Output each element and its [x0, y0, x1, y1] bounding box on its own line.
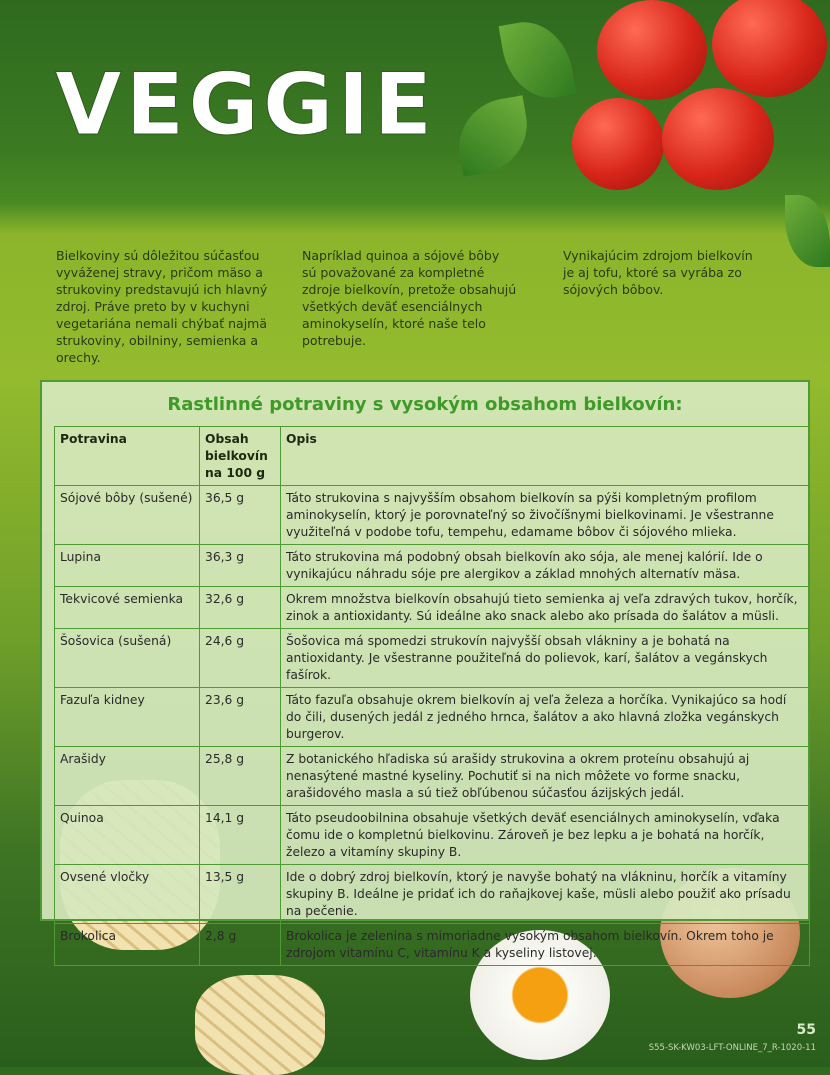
protein-table-panel	[40, 380, 810, 960]
table-row	[55, 806, 810, 865]
header-protein: Obsah bielkovín na 100 g	[200, 427, 281, 486]
description-cell: Táto fazuľa obsahuje okrem bielkovín aj veľa železa a horčíka. Vynikajúco sa hodí do čili, dusených jedál z jedného hrnca, šalátov a ako hlavná zložka vegánskych burgerov.	[281, 688, 810, 747]
protein-cell: 36,5 g	[200, 486, 281, 545]
table-row	[55, 486, 810, 545]
table-row	[55, 747, 810, 806]
description-cell: Táto strukovina má podobný obsah bielkovín ako sója, ale menej kalórií. Ide o vynikajúcu náhradu sóje pre alergikov a základ mnohých alternatív mäsa.	[281, 545, 810, 587]
tomato-image	[572, 98, 664, 190]
table-row	[55, 924, 810, 966]
basil-leaf-image	[451, 95, 534, 176]
description-cell: Brokolica je zelenina s mimoriadne vysokým obsahom bielkovín. Okrem toho je zdrojom vitamínu C, vitamínu K a kyseliny listovej.	[281, 924, 810, 966]
food-cell: Lupina	[55, 545, 200, 587]
intro-paragraph-1: Bielkoviny sú dôležitou súčasťou vyváženej stravy, pričom mäso a strukoviny predstavujú ich hlavný zdroj. Práve preto by v kuchyni vegetariána nemali chýbať najmä strukoviny, obilniny, semienka a orechy.	[56, 248, 268, 365]
intro-paragraph-2: Napríklad quinoa a sójové bôby sú považované za kompletné zdroje bielkovín, pretože obsahujú všetkých deväť esenciálnych aminokyselín, ktoré naše telo potrebuje.	[302, 248, 517, 348]
intro-paragraph-3: Vynikajúcim zdrojom bielkovín je aj tofu, ktoré sa vyrába zo sójových bôbov.	[563, 248, 753, 297]
page-number: 55	[796, 1022, 816, 1038]
table-row	[55, 629, 810, 688]
header-description: Opis	[281, 427, 810, 486]
description-cell: Ide o dobrý zdroj bielkovín, ktorý je navyše bohatý na vlákninu, horčík a vitamíny skupiny B. Ideálne je pridať ich do raňajkovej kaše, müsli alebo použiť ako prísadu na pečenie.	[281, 865, 810, 924]
description-cell: Táto pseudoobilnina obsahuje všetkých deväť esenciálnych aminokyselín, vďaka čomu ide o kompletnú bielkovinu. Zároveň je bez lepku a je bohatá na horčík, železo a vitamíny skupiny B.	[281, 806, 810, 865]
tomato-image	[597, 0, 707, 100]
basil-leaf-image	[785, 195, 830, 267]
header-food: Potravina	[55, 427, 200, 486]
pasta-nest-image	[195, 975, 325, 1075]
food-cell: Sójové bôby (sušené)	[55, 486, 200, 545]
page-title: VEGGIE	[55, 55, 437, 155]
table-row	[55, 587, 810, 629]
food-cell: Arašidy	[55, 747, 200, 806]
protein-table	[54, 426, 810, 966]
food-cell: Fazuľa kidney	[55, 688, 200, 747]
protein-cell: 25,8 g	[200, 747, 281, 806]
table-row	[55, 545, 810, 587]
table-row	[55, 865, 810, 924]
description-cell: Šošovica má spomedzi strukovín najvyšší obsah vlákniny a je bohatá na antioxidanty. Je všestranne použiteľná do polievok, karí, šalátov a vegánskych fašírok.	[281, 629, 810, 688]
protein-cell: 14,1 g	[200, 806, 281, 865]
protein-cell: 2,8 g	[200, 924, 281, 966]
protein-cell: 23,6 g	[200, 688, 281, 747]
description-cell: Z botanického hľadiska sú arašidy strukovina a okrem proteínu obsahujú aj nenasýtené mastné kyseliny. Pochutiť si na nich môžete vo forme snacku, arašidového masla a sú tiež obľúbenou súčasťou ázijských jedál.	[281, 747, 810, 806]
protein-cell: 13,5 g	[200, 865, 281, 924]
table-header-row	[55, 427, 810, 486]
tomato-image	[662, 88, 774, 190]
protein-cell: 36,3 g	[200, 545, 281, 587]
basil-leaf-image	[499, 15, 577, 105]
food-cell: Quinoa	[55, 806, 200, 865]
food-cell: Ovsené vločky	[55, 865, 200, 924]
food-cell: Šošovica (sušená)	[55, 629, 200, 688]
description-cell: Táto strukovina s najvyšším obsahom bielkovín sa pýši kompletným profilom aminokyselín, ktorý je porovnateľný so živočíšnymi bielkovinami. Je všestranne využiteľná v podobe tofu, tempehu, edamame bôbov či sójového mlieka.	[281, 486, 810, 545]
print-code: S55-SK-KW03-LFT-ONLINE_7_R-1020-11	[648, 1043, 816, 1053]
food-cell: Tekvicové semienka	[55, 587, 200, 629]
description-cell: Okrem množstva bielkovín obsahujú tieto semienka aj veľa zdravých tukov, horčík, zinok a antioxidanty. Sú ideálne ako snack alebo ako prísada do šalátov a müsli.	[281, 587, 810, 629]
table-title: Rastlinné potraviny s vysokým obsahom bielkovín:	[167, 394, 683, 415]
food-cell: Brokolica	[55, 924, 200, 966]
tomato-image	[712, 0, 827, 97]
protein-cell: 24,6 g	[200, 629, 281, 688]
protein-cell: 32,6 g	[200, 587, 281, 629]
table-row	[55, 688, 810, 747]
